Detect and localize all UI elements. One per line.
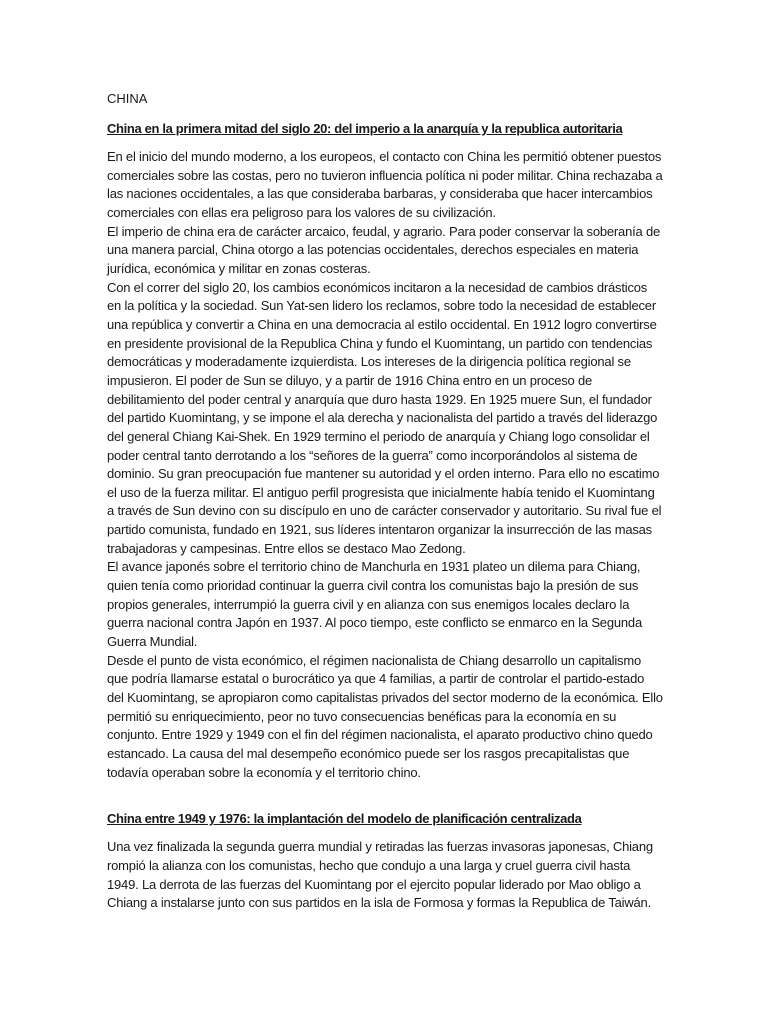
paragraph: Desde el punto de vista económico, el régimen nacionalista de Chiang desarrollo un capitalismo que podría llamarse estatal o burocrático ya que 4 familias, a partir de controlar el partido-estado del Kuomintang, se apropiaron como capitalistas privados del sector moderno de la económica. Ello permitió su enriquecimiento, peor no tuvo consecuencias benéficas para la economía en su conjunto. Entre 1929 y 1949 con el fin del régimen nacionalista, el aparato productivo chino quedo estancado. La causa del mal desempeño económico puede ser los rasgos precapitalistas que todavía operaban sobre la economía y el territorio chino. bbox=[107, 652, 663, 780]
paragraph: El avance japonés sobre el territorio chino de Manchurla en 1931 plateo un dilema para Chiang, quien tenía como prioridad continuar la guerra civil contra los comunistas bajo la presión de sus propios generales, interrumpió la guerra civil y en alianza con sus enemigos locales declaro la guerra nacional contra Japón en 1937. Al poco tiempo, este conflicto se enmarco en la Segunda Guerra Mundial. bbox=[107, 559, 642, 650]
paragraph: Con el correr del siglo 20, los cambios económicos incitaron a la necesidad de cambios drásticos en la política y la sociedad. Sun Yat-sen lidero los reclamos, sobre todo la necesidad de establecer una república y convertir a China en una democracia al estilo occidental. En 1912 logro convertirse en presidente provisional de la Republica China y fundo el Kuomintang, un partido con tendencias democráticas y moderadamente izquierdista. Los intereses de la dirigencia política regional se impusieron. El poder de Sun se diluyo, y a partir de 1916 China entro en un proceso de debilitamiento del poder central y anarquía que duro hasta 1929. En 1925 muere Sun, el fundador del partido Kuomintang, y se impone el ala derecha y nacionalista del partido a través del liderazgo del general Chiang Kai-Shek. En 1929 termino el periodo de anarquía y Chiang logo consolidar el poder central tanto derrotando a los “señores de la guerra” como incorporándolos al sistema de dominio. Su gran preocupación fue mantener su autoridad y el orden interno. Para ello no escatimo el uso de la fuerza militar. El antiguo perfil progresista que inicialmente había tenido el Kuomintang a través de Sun devino con su discípulo en uno de carácter conservador y autoritario. Su rival fue el partido comunista, fundado en 1921, sus líderes intentaron organizar la insurrección de las masas trabajadoras y campesinas. Entre ellos se destaco Mao Zedong. bbox=[107, 279, 662, 556]
section-body bbox=[107, 148, 663, 782]
section-early-20th-century bbox=[107, 120, 663, 782]
paragraph: Una vez finalizada la segunda guerra mundial y retiradas las fuerzas invasoras japonesas, Chiang rompió la alianza con los comunistas, hecho que condujo a una larga y cruel guerra civil hasta 1949. La derrota de las fuerzas del Kuomintang por el ejercito popular liderado por Mao obligo a Chiang a instalarse junto con sus partidos en la isla de Formosa y formas la Republica de Taiwán. bbox=[107, 839, 653, 911]
document-title: CHINA bbox=[107, 91, 148, 106]
section-1949-1976 bbox=[107, 810, 663, 913]
paragraph: En el inicio del mundo moderno, a los europeos, el contacto con China les permitió obtener puestos comerciales sobre las costas, pero no tuvieron influencia política ni poder militar. China rechazaba a las naciones occidentales, a las que consideraba barbaras, y consideraba que hacer intercambios comerciales con ellas era peligroso para los valores de su civilización. bbox=[107, 149, 663, 220]
section-body bbox=[107, 838, 663, 913]
section-heading: China en la primera mitad del siglo 20: del imperio a la anarquía y la republica autoritaria bbox=[107, 121, 623, 136]
paragraph: El imperio de china era de carácter arcaico, feudal, y agrario. Para poder conservar la soberanía de una manera parcial, China otorgo a las potencias occidentales, derechos especiales en materia jurídica, económica y militar en zonas costeras. bbox=[107, 223, 661, 276]
document-content bbox=[107, 90, 663, 913]
section-heading: China entre 1949 y 1976: la implantación del modelo de planificación centralizada bbox=[107, 811, 582, 827]
